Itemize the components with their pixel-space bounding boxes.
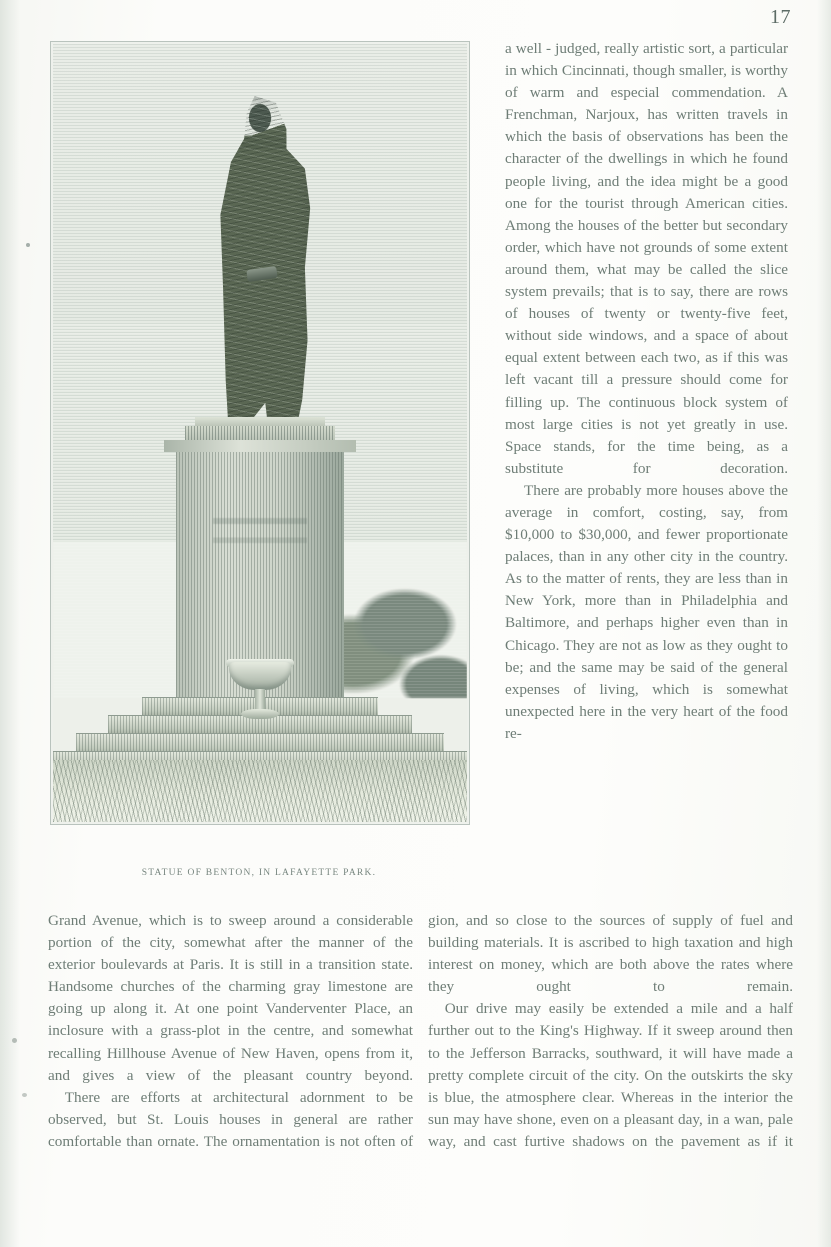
lower-section bbox=[0, 910, 831, 1240]
statue-plinth-upper bbox=[195, 417, 325, 426]
page-number: 17 bbox=[770, 6, 791, 28]
paragraph: There are probably more houses above the average in comfort, costing, say, from $10,000 to $30,000, and fewer proportionate palaces, than in any other city in the country. As to the matter of rents, they are less than in New York, more than in Philadelphia and Baltimore, and perhaps higher even than in Chicago. They are not as low as they ought to be; and the same may be said of the general expenses of living, which is somewhat unexpected here in the very heart of the food re- bbox=[505, 481, 788, 742]
ornamental-urn bbox=[229, 662, 291, 726]
scan-speck bbox=[22, 1093, 27, 1097]
grass-foreground bbox=[53, 760, 467, 822]
side-text-column bbox=[505, 38, 788, 745]
scan-speck bbox=[26, 243, 30, 247]
urn-foot bbox=[241, 709, 279, 719]
illustration-inner bbox=[53, 44, 467, 822]
illustration-caption: STATUE OF BENTON, IN LAFAYETTE PARK. bbox=[141, 868, 377, 878]
paragraph: Grand Avenue, which is to sweep around a considerable portion of the city, somewhat after the manner of the exterior boulevards at Paris. It is still in a transition state. Handsome churches of the charming gray limestone are going up along it. At one point Vanderventer Place, an inclosure with a grass-plot in the centre, and somewhat recalling Hillhouse Avenue of New Haven, opens from it, and gives a view of the pleasant country beyond. bbox=[48, 912, 413, 1084]
scan-speck bbox=[12, 1038, 17, 1043]
paragraph: gion, and so close to the sources of supply of fuel and building materials. It is ascribed to high taxation and high interest on money, which are both above the rates where they ought to remain. bbox=[428, 912, 793, 996]
paragraph: Our drive may easily be extended a mile and a half further out to the King's Highway. If it sweep around then to the Jefferson Barracks, southward, it will have made a pretty complete circuit of the city. On the outskirts the sky is blue, the atmosphere clear. Whereas in the interior the sun may have shone, even on a pleasant day, in a wan, pale way, and cast furtive shadows on the pavement as if it bbox=[428, 1000, 793, 1150]
illustration-plate bbox=[50, 41, 470, 825]
lower-left-column bbox=[48, 910, 413, 1153]
paragraph: There are efforts at architectural adornment to be observed, but St. Louis houses in general are rather comfortable than ornate. The ornamentation is not often of bbox=[48, 1088, 413, 1150]
statue-figure bbox=[194, 96, 326, 426]
urn-bowl bbox=[229, 662, 291, 690]
pedestal-inscription bbox=[213, 518, 307, 560]
paragraph: a well - judged, really artistic sort, a particular in which Cincinnati, though smaller, is worthy of warm and especial commendation. A Frenchman, Narjoux, has written travels in which the basis of observations has been the character of the dwellings in which he found people living, and the idea might be a good one for the tourist through American cities. Among the houses of the better but secondary order, which have not grounds of some extent around them, what may be called the slice system prevails; that is to say, there are rows of houses of twenty or twenty-five feet, without side windows, and a space of about equal extent between each two, as if this was left vacant till a pressure should come for filling up. The continuous block system of most large cities is not yet greatly in use. Space stands, for the time being, as a substitute for decoration. bbox=[505, 40, 788, 477]
upper-section bbox=[0, 30, 831, 910]
urn-stem bbox=[255, 689, 265, 711]
statue-drapery-hatching bbox=[194, 96, 326, 426]
lower-right-column bbox=[428, 910, 793, 1153]
pedestal-cornice bbox=[164, 440, 356, 452]
